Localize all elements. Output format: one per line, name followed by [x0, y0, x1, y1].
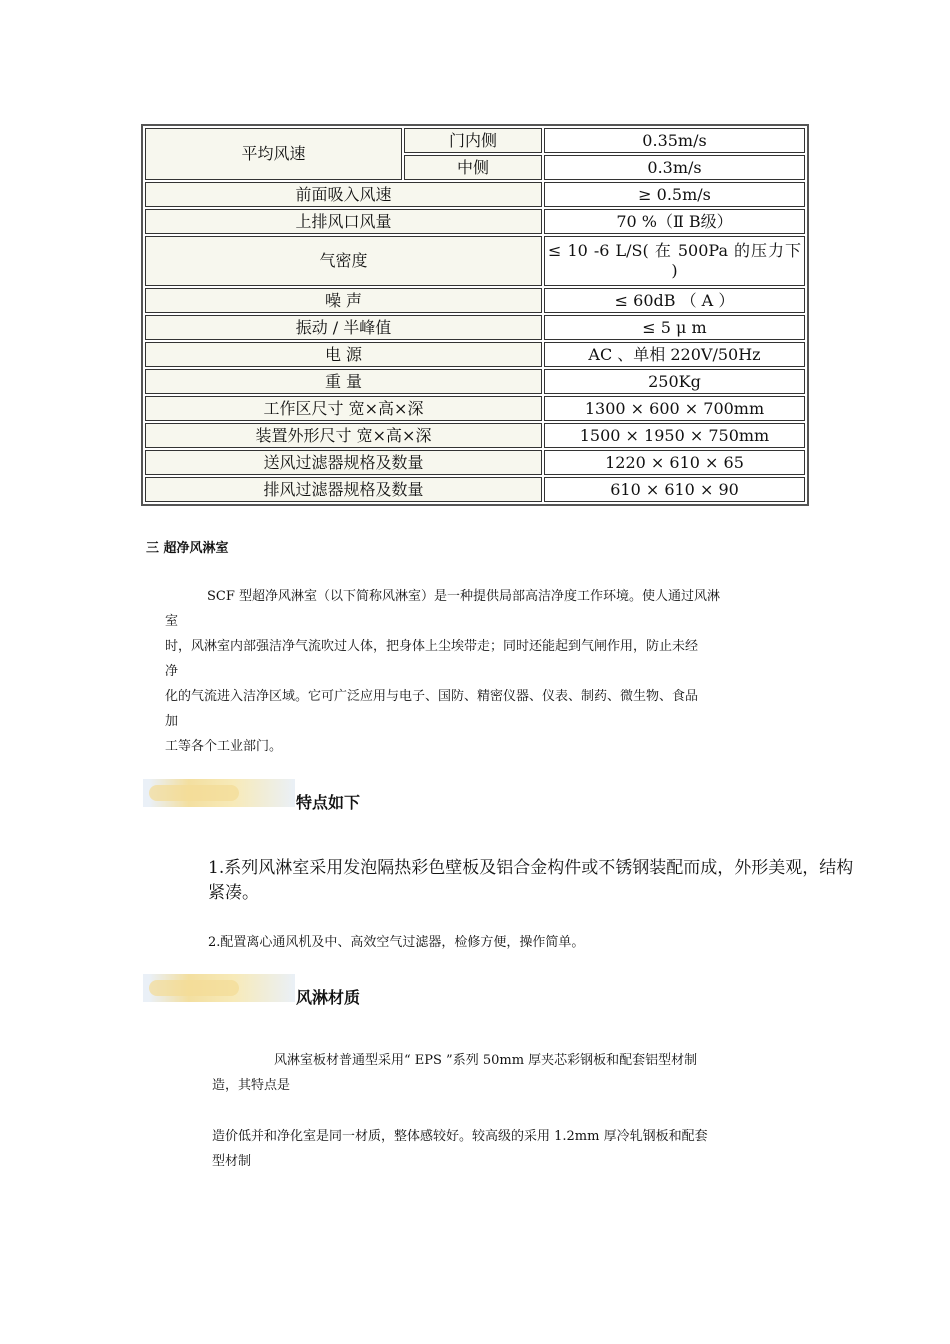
- value-cell: 0.3m/s: [544, 155, 805, 180]
- spec-table: [141, 124, 809, 506]
- section-title: 三 超净风淋室: [146, 541, 229, 556]
- intro-line: SCF 型超净风淋室（以下简称风淋室）是一种提供局部高洁净度工作环境。使人通过风淋: [207, 589, 721, 604]
- material-paragraph: [212, 1124, 812, 1174]
- material-line: 风淋室板材普通型采用“ EPS ”系列 50mm 厚夹芯彩钢板和配套铝型材制: [274, 1053, 698, 1068]
- avg-speed-label: 平均风速: [145, 128, 402, 180]
- heading-decoration: [143, 779, 295, 807]
- feature-item: 1.系列风淋室采用发泡隔热彩色壁板及铝合金构件或不锈钢装配而成，外形美观，结构紧凑。: [208, 858, 854, 903]
- intro-line: 时，风淋室内部强洁净气流吹过人体，把身体上尘埃带走；同时还能起到气闸作用，防止未经: [165, 639, 699, 654]
- table-row: [145, 423, 805, 448]
- table-row: [145, 236, 805, 286]
- value-cell: 250Kg: [544, 369, 805, 394]
- table-row: [145, 477, 805, 502]
- material-paragraph: [212, 1048, 812, 1098]
- intro-line: 化的气流进入洁净区域。它可广泛应用与电子、国防、精密仪器、仪表、制药、微生物、食品: [165, 689, 699, 704]
- value-cell: ≤ 10 -6 L/S( 在 500Pa 的压力下 ): [544, 236, 805, 286]
- label-cell: 重 量: [145, 369, 542, 394]
- value-cell: ≤ 60dB （ A ）: [544, 288, 805, 313]
- value-cell: ≥ 0.5m/s: [544, 182, 805, 207]
- table-row: [145, 182, 805, 207]
- value-cell: 0.35m/s: [544, 128, 805, 153]
- table-row: [145, 450, 805, 475]
- intro-line: 加: [165, 714, 179, 729]
- feature-item: 2.配置离心通风机及中、高效空气过滤器，检修方便，操作简单。: [208, 935, 585, 950]
- value-cell: 70 %（Ⅱ B级）: [544, 209, 805, 234]
- intro-line: 净: [165, 664, 179, 679]
- features-heading: 特点如下: [296, 793, 361, 812]
- label-cell: 气密度: [145, 236, 542, 286]
- label-cell: 上排风口风量: [145, 209, 542, 234]
- material-line: 造，其特点是: [212, 1078, 291, 1093]
- value-cell: AC 、单相 220V/50Hz: [544, 342, 805, 367]
- sub-label: 门内侧: [404, 128, 542, 153]
- material-line: 造价低并和净化室是同一材质，整体感较好。较高级的采用 1.2mm 厚冷轧钢板和配套: [212, 1129, 708, 1144]
- table-row: [145, 369, 805, 394]
- value-cell: 1500 × 1950 × 750mm: [544, 423, 805, 448]
- value-cell: 1220 × 610 × 65: [544, 450, 805, 475]
- table-row: [145, 396, 805, 421]
- heading-decoration: [143, 974, 295, 1002]
- table-row: [145, 209, 805, 234]
- label-cell: 排风过滤器规格及数量: [145, 477, 542, 502]
- label-cell: 前面吸入风速: [145, 182, 542, 207]
- value-cell: 610 × 610 × 90: [544, 477, 805, 502]
- label-cell: 噪 声: [145, 288, 542, 313]
- label-cell: 送风过滤器规格及数量: [145, 450, 542, 475]
- label-cell: 电 源: [145, 342, 542, 367]
- label-cell: 装置外形尺寸 宽×高×深: [145, 423, 542, 448]
- value-cell: ≤ 5 μ m: [544, 315, 805, 340]
- intro-line: 室: [165, 614, 179, 629]
- sub-label: 中侧: [404, 155, 542, 180]
- label-cell: 振动 / 半峰值: [145, 315, 542, 340]
- table-row: [145, 128, 805, 153]
- table-row: [145, 342, 805, 367]
- table-row: [145, 315, 805, 340]
- intro-paragraph: [165, 584, 835, 759]
- label-cell: 工作区尺寸 宽×高×深: [145, 396, 542, 421]
- material-heading: 风淋材质: [296, 988, 361, 1007]
- table-row: [145, 288, 805, 313]
- intro-line: 工等各个工业部门。: [165, 739, 283, 754]
- material-line: 型材制: [212, 1154, 252, 1169]
- value-cell: 1300 × 600 × 700mm: [544, 396, 805, 421]
